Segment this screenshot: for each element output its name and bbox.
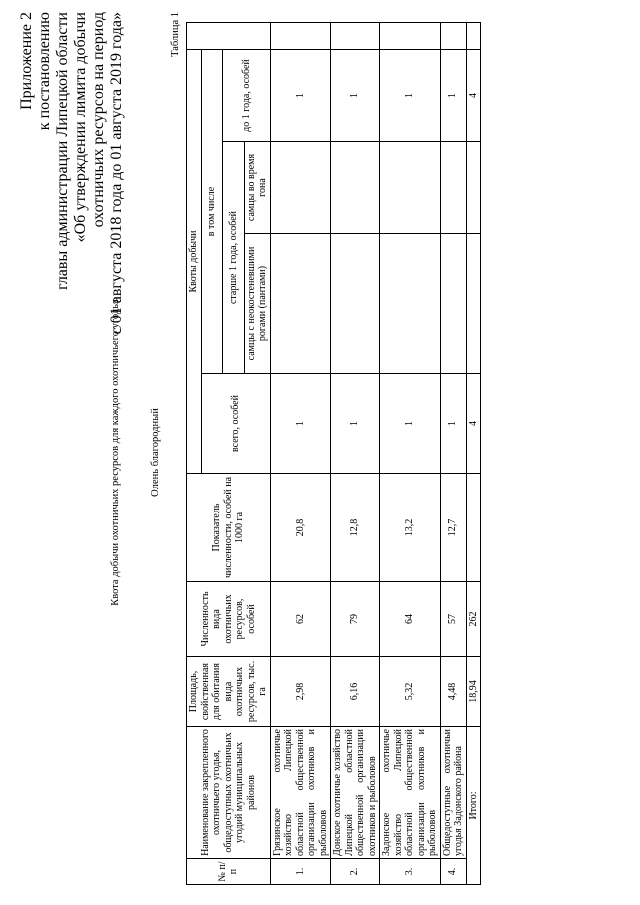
row-num: 1. [270,859,331,885]
row-total: 1 [380,374,441,474]
row-density: 12,8 [331,474,380,582]
appendix-line: к постановлению [36,12,53,131]
total-row [466,23,481,885]
total-area: 18,94 [466,657,481,727]
row-name: Грязинское охотничье хозяйство Липецкой областной общественной организации охотников и рыболовов [270,727,331,859]
header-name: Наименование закрепленного охотничьего угодья, общедоступных охотничьих угодий муниципальных районов [187,727,271,859]
row-total: 1 [331,374,380,474]
total-males-unossified [466,234,481,374]
row-males-rut [380,142,441,234]
appendix-line: главы администрации Липецкой области [54,12,71,290]
row-males-unossified [440,234,466,374]
row-count: 57 [440,582,466,657]
row-no-sex: 1 [270,50,331,142]
header-total: всего, особей [201,374,270,474]
row-count: 62 [270,582,331,657]
row-name: Донское охотничье хозяйство Липецкой областной общественной организации охотников и рыболовов [331,727,380,859]
row-num: 4. [440,859,466,885]
row-males-unossified [270,234,331,374]
header-count: Численность вида охотничьих ресурсов, особей [187,582,271,657]
document-title: Квота добычи охотничьих ресурсов для каждого охотничьего угодья [110,299,121,606]
header-males-rut: самцы во время гона [244,142,270,234]
row-no-sex: 1 [380,50,441,142]
row-num: 3. [380,859,441,885]
header-in-number: в том числе [201,50,223,374]
row-under-one [270,23,331,50]
row-area: 5,32 [380,657,441,727]
total-density [466,474,481,582]
appendix-line: «Об утверждении лимита добычи [72,12,89,243]
table-row [270,23,331,885]
row-males-rut [331,142,380,234]
row-under-one [380,23,441,50]
row-density: 13,2 [380,474,441,582]
total-males-rut [466,142,481,234]
row-area: 4,48 [440,657,466,727]
row-name: Задонское охотничье хозяйство Липецкой областной общественной организации охотников и рыболовов [380,727,441,859]
row-males-rut [440,142,466,234]
row-males-rut [270,142,331,234]
row-name: Общедоступные охотничьи угодья Задонского района [440,727,466,859]
total-total: 4 [466,374,481,474]
total-under-one [466,23,481,50]
row-males-unossified [380,234,441,374]
row-total: 1 [440,374,466,474]
appendix-line: Приложение 2 [18,12,35,110]
row-total: 1 [270,374,331,474]
row-under-one [331,23,380,50]
header-older: старше 1 года, особей [223,142,245,374]
row-males-unossified [331,234,380,374]
row-no-sex: 1 [331,50,380,142]
row-num: 2. [331,859,380,885]
row-area: 2,98 [270,657,331,727]
row-area: 6,16 [331,657,380,727]
row-count: 79 [331,582,380,657]
row-no-sex: 1 [440,50,466,142]
row-density: 20,8 [270,474,331,582]
header-area: Площадь, свойственная для обитания вида охотничьих ресурсов, тыс. га [187,657,271,727]
table-row [331,23,380,885]
species-title: Олень благородный [150,408,161,497]
quota-table [186,22,481,885]
header-quota-group: Квоты добычи [187,50,202,474]
total-label: Итого: [466,727,481,885]
header-spare [187,23,271,50]
header-density: Показатель численности, особей на 1000 га [187,474,271,582]
table-label: Таблица 1 [170,12,181,57]
header-under-one: до 1 года, особей [223,50,271,142]
row-count: 64 [380,582,441,657]
table-row [440,23,466,885]
table-row [380,23,441,885]
total-no-sex: 4 [466,50,481,142]
appendix-line: охотничьих ресурсов на период [90,12,107,228]
total-count: 262 [466,582,481,657]
header-num: № п/п [187,859,271,885]
appendix-line: с 01 августа 2018 года до 01 августа 2019 года» [108,12,125,335]
row-density: 12,7 [440,474,466,582]
row-under-one [440,23,466,50]
header-males-unossified: самцы с неокостеневшими рогами (пантами) [244,234,270,374]
